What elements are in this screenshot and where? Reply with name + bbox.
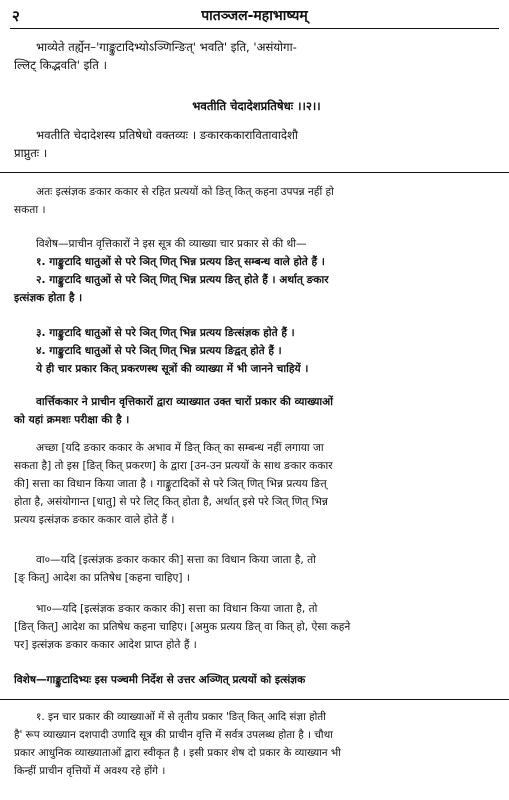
list-item-1: १. गाङ्कुटादि धातुओं से परे ञित् णित् भिन्न प्रत्यय ङित् सम्बन्ध वाले होते हैं । [36,256,325,268]
footnote-line-2: है' रूप व्याख्यान दशपादी उणादि सूत्र की प्राचीन वृत्ति में सर्वत्र उपलब्ध होता है । चौथा [14,729,333,741]
footnote-divider [0,699,509,703]
bha-line-3: पर] इत्संज्ञक ङकार ककार आदेश प्राप्त होते हैं । [14,639,197,651]
va-para [14,551,499,587]
bhashya-line-2: ल्लिट् किद्भवति' इति । [14,58,107,72]
commentary-block [14,183,499,219]
va-line-2: [ङ् कित्] आदेश का प्रतिषेध [कहना चाहिए] । [14,572,190,584]
accha-para [14,439,499,529]
summary-line: ये ही चार प्रकार कित् प्रकरणस्थ सूत्रों की व्याख्या में भी जानने चाहियें । [36,363,309,375]
visesha-block [14,235,499,307]
bha-line-1: भा०—यदि [इत्संज्ञक ङकार ककार की] सत्ता का विधान किया जाता है, तो [36,603,318,615]
running-header [10,6,499,29]
accha-line-2: सकता है] तो इस [ङित् कित् प्रकरण] के द्वारा [उन-उन प्रत्ययों के साथ ङकार ककार [14,460,333,472]
vartika-text [14,126,499,162]
list-item-2-line-2: इत्संज्ञक होता है । [14,292,83,304]
bhashya-line-1: भाव्येते तर्ह्येन–'गाङ्कुटादिभ्योऽञ्णिन्ङित्' भवति' इति, 'असंयोगा- [36,40,297,54]
bha-line-2: [ङित् कित्] आदेश का प्रतिषेध कहना चाहिए। [अमुक प्रत्यय ङित् वा कित् हो, ऐसा कहने [14,621,351,633]
footnote [14,708,499,780]
vartika-heading: भवतीति चेदादेशप्रतिषेधः ।।२।। [192,99,321,113]
footnote-line-4: किन्हीं प्राचीन वृत्तियों में अवश्य रहे होंगे । [14,765,166,777]
book-title: पातञ्जल-महाभाष्यम् [201,8,308,24]
accha-line-1: अच्छा [यदि ङकार ककार के अभाव में ङित् कित् का सम्बन्ध नहीं लगाया जा [36,442,324,454]
page-number: २ [12,7,20,25]
vartika-line-1: भवतीति चेदादेशस्य प्रतिषेधो वक्तव्यः । ङकारककारावितावादेशौ [36,128,298,142]
footnote-line-3: प्रकार आधुनिक व्याख्याताओं द्वारा स्वीकृत है । इसी प्रकार शेष दो प्रकार के व्याख्यान भी [14,747,341,759]
vartikakara-para [14,393,499,429]
bhashya-text [14,38,499,74]
commentary-para-1-line-2: सकता । [14,204,46,216]
accha-line-3: की] सत्ता का विधान किया जाता है । गाङ्कुटादिकों से परे ञित् णित् भिन्न प्रत्यय ङित् [14,478,327,490]
commentary-para-1-line-1: अतः इत्संज्ञक ङकार ककार से रहित प्रत्ययों को ङित् कित् कहना उपपन्न नहीं हो [36,186,334,198]
vartikakara-line-2: को यहां क्रमशः परीक्षा की है । [14,414,130,426]
list-item-4: ४. गाङ्कुटादि धातुओं से परे ञित् णित् भिन्न प्रत्यय ङिद्वत् होते हैं । [36,345,282,357]
visesha-2-line: विशेष—गाङ्कुटादिभ्यः इस पञ्चमी निर्देश से उत्तर अञ्णित् प्रत्ययों को इत्संज्ञक [14,674,306,686]
vartika-line-2: प्राप्नुतः । [14,146,48,160]
bha-para [14,600,499,654]
list-item-2-line-1: २. गाङ्कुटादि धातुओं से परे ञित् णित् भिन्न प्रत्यय ङित् होते हैं । अर्थात् ङकार [36,274,329,286]
accha-line-5: प्रत्यय इत्संज्ञक ङकार ककार वाले होते हैं । [14,514,175,526]
accha-line-4: होता है, असंयोगान्त [धातु] से परे लिट् कित् होता है, अर्थात् इसे परे ञित् णित् भिन्न [14,496,328,508]
footnote-line-1: १. इन चार प्रकार की व्याख्याओं में से तृतीय प्रकार 'ङित् कित् आदि संज्ञा होती [36,711,326,723]
va-line-1: वा०—यदि [इत्संज्ञक ङकार ककार की] सत्ता का विधान किया जाता है, तो [36,554,316,566]
vartikakara-line-1: वार्त्तिककार ने प्राचीन वृत्तिकारों द्वारा व्याख्यात उक्त चारों प्रकार की व्याख्याओं [36,396,333,408]
visesha-block-2 [14,324,499,378]
visesha-heading: विशेष—प्राचीन वृत्तिकारों ने इस सूत्र की व्याख्या चार प्रकार से की थी— [36,238,307,250]
section-divider [0,172,509,173]
list-item-3: ३. गाङ्कुटादि धातुओं से परे ञित् णित् भिन्न प्रत्यय ङित्संज्ञक होते हैं । [36,327,295,339]
